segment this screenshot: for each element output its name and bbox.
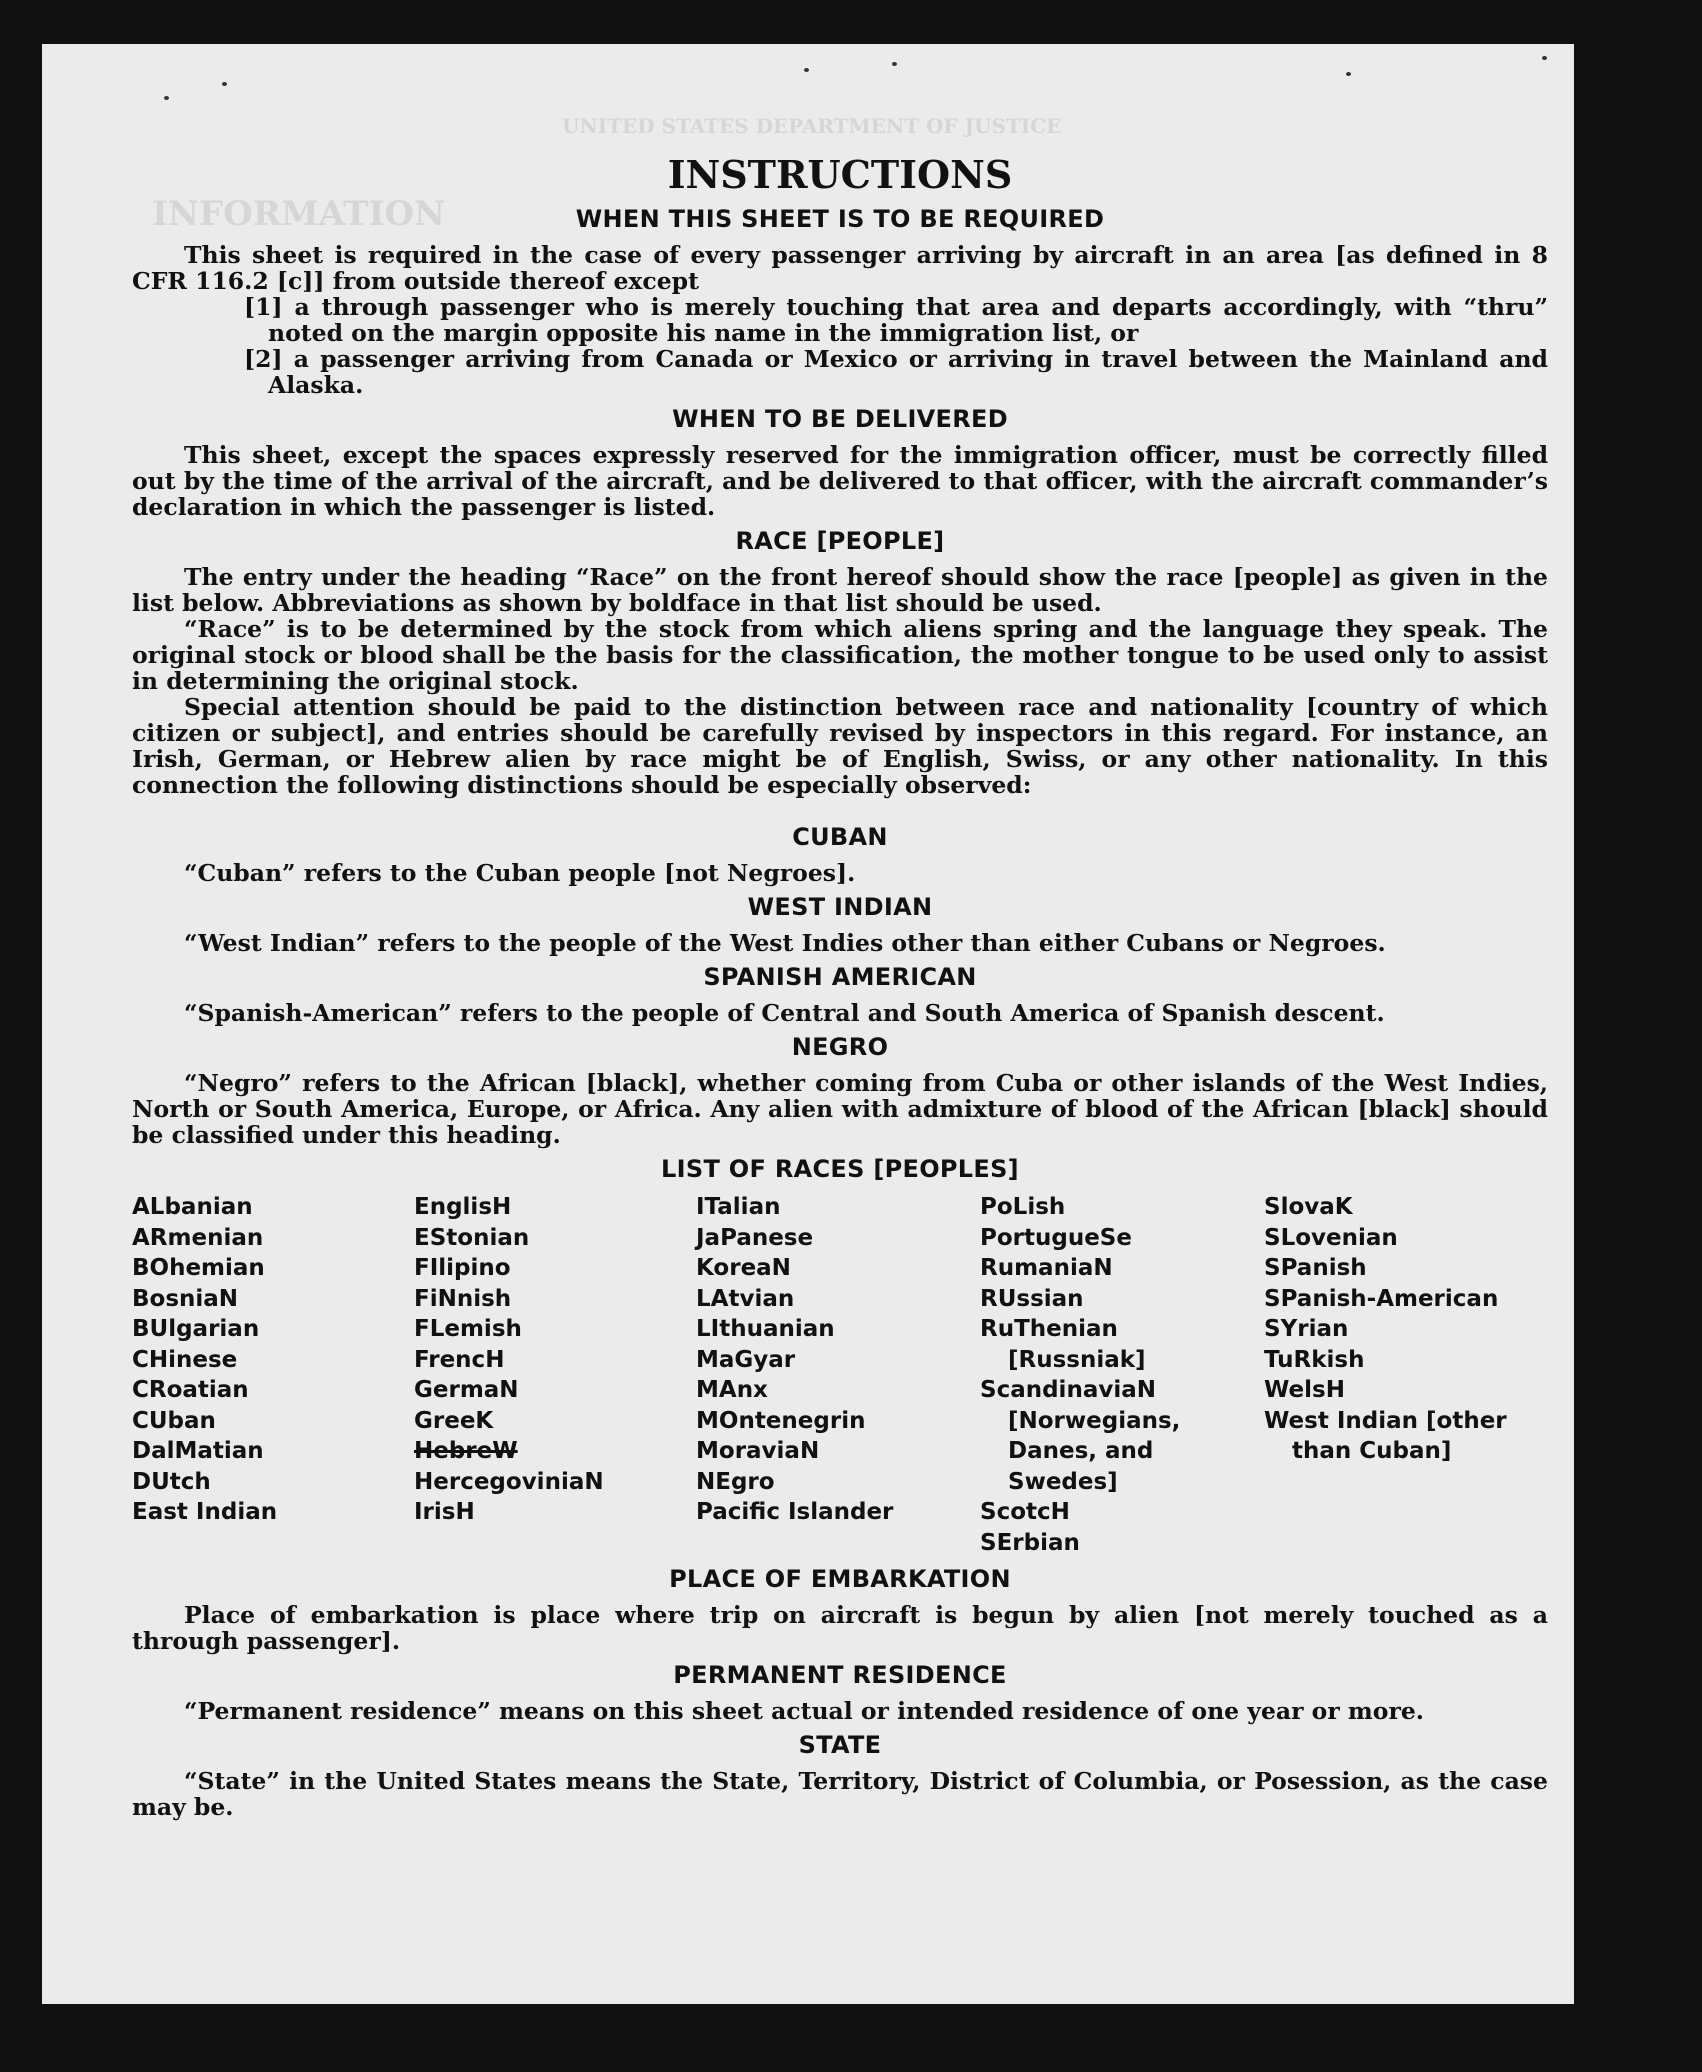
residence-text: “Permanent residence” means on this sheet actual or intended residence of one year or more. <box>184 1697 1424 1725</box>
heading-state: STATE <box>798 1731 882 1759</box>
race-entry: SPanish <box>1264 1255 1367 1281</box>
races-column-1 <box>132 1192 414 1558</box>
races-column-2 <box>414 1192 696 1558</box>
speck <box>222 82 227 86</box>
race-entry: NEgro <box>696 1468 775 1495</box>
exception-item-2: [2] a passenger arriving from Canada or Mexico or arriving in travel between the Mainland and Alaska. <box>244 345 1548 399</box>
instructions-content <box>132 152 1548 1820</box>
race-entry: MOntenegrin <box>696 1407 866 1434</box>
west-indian-text: “West Indian” refers to the people of the West Indies other than either Cubans or Negroes. <box>184 929 1386 957</box>
race-entry: SYrian <box>1264 1316 1349 1342</box>
race-entry: East Indian <box>132 1499 278 1525</box>
race-entry: ALbanian <box>132 1194 253 1220</box>
race-entry: HercegoviniaN <box>414 1468 604 1495</box>
race-entry: RuThenian [Russniak] <box>980 1316 1146 1373</box>
race-paragraph-3: Special attention should be paid to the distinction between race and nationality [country of which citizen or subject], and entries should be carefully revised by inspectors in this regard. For instance, an Irish, German, or Hebrew alien by race might be of English, Swiss, or any other nationality. In this connection the following distinctions should be especially observed: <box>132 693 1548 799</box>
race-entry: LAtvian <box>696 1285 795 1312</box>
spacer <box>132 798 1548 816</box>
heading-spanish-american: SPANISH AMERICAN <box>703 963 977 991</box>
race-entry: FIlipino <box>414 1255 511 1281</box>
delivered-text: This sheet, except the spaces expressly reserved for the immigration officer, must be correctly filled out by the time of the arrival of the aircraft, and be delivered to that officer, with the aircraft commander’s declaration in which the passenger is listed. <box>132 441 1548 521</box>
required-text: This sheet is required in the case of every passenger arriving by aircraft in an area [as defined in 8 CFR 116.2 [c]] from outside thereof except <box>132 241 1548 295</box>
race-entry: MoraviaN <box>696 1438 820 1464</box>
race-entry: FiNnish <box>414 1285 512 1312</box>
races-column-5 <box>1264 1192 1544 1558</box>
bleed-through-title: INFORMATION <box>152 194 446 234</box>
heading-negro: NEGRO <box>791 1033 889 1061</box>
document-sheet <box>42 44 1574 2004</box>
race-entry: PortugueSe <box>980 1224 1132 1251</box>
race-entry: SErbian <box>980 1529 1080 1556</box>
race-entry: TuRkish <box>1264 1346 1365 1373</box>
page-title: INSTRUCTIONS <box>667 152 1013 197</box>
race-entry: PoLish <box>980 1194 1066 1220</box>
negro-text: “Negro” refers to the African [black], whether coming from Cuba or other islands of the West Indies, North or South America, Europe, or Africa. Any alien with admixture of blood of the African [black] should be classified under this heading. <box>132 1069 1548 1149</box>
race-entry: JaPanese <box>696 1224 814 1251</box>
race-entry: CUban <box>132 1407 216 1434</box>
race-entry: RUssian <box>980 1285 1084 1312</box>
speck <box>892 62 897 66</box>
race-entry: West Indian [other than Cuban] <box>1264 1407 1507 1464</box>
race-entry: EnglisH <box>414 1194 512 1220</box>
race-entry: GreeK <box>414 1407 494 1434</box>
speck <box>1346 72 1351 76</box>
race-entry: BUlgarian <box>132 1316 260 1342</box>
race-entry: Pacific Islander <box>696 1499 894 1525</box>
race-entry: MAnx <box>696 1377 768 1403</box>
speck <box>804 68 809 72</box>
heading-list-of-races: LIST OF RACES [PEOPLES] <box>661 1155 1019 1183</box>
race-entry: CRoatian <box>132 1377 249 1403</box>
races-column-4 <box>980 1192 1264 1558</box>
race-entry: DalMatian <box>132 1438 264 1464</box>
race-entry: ScandinaviaN [Norwegians, Danes, and Swedes] <box>980 1377 1181 1495</box>
speck <box>164 96 169 100</box>
race-entry: LIthuanian <box>696 1316 835 1342</box>
heading-race: RACE [PEOPLE] <box>735 527 945 555</box>
race-entry: GermaN <box>414 1377 519 1403</box>
embarkation-text: Place of embarkation is place where trip on aircraft is begun by alien [not merely touched as a through passenger]. <box>132 1601 1548 1655</box>
race-entry-struck-out: HebreW <box>414 1438 518 1464</box>
race-entry: ScotcH <box>980 1499 1070 1525</box>
race-entry: IrisH <box>414 1499 475 1525</box>
races-column-3 <box>696 1192 980 1558</box>
heading-place-of-embarkation: PLACE OF EMBARKATION <box>669 1565 1011 1593</box>
heading-when-required: WHEN THIS SHEET IS TO BE REQUIRED <box>575 205 1105 233</box>
race-entry: FrencH <box>414 1346 505 1373</box>
race-paragraph-2: “Race” is to be determined by the stock from which aliens spring and the language they speak. The original stock or blood shall be the basis for the classification, the mother tongue to be used only to assist in determining the original stock. <box>132 615 1548 695</box>
race-entry: EStonian <box>414 1224 530 1251</box>
speck <box>1542 56 1547 60</box>
race-entry: BOhemian <box>132 1255 265 1281</box>
races-table <box>132 1192 1548 1558</box>
race-entry: ITalian <box>696 1194 781 1220</box>
heading-west-indian: WEST INDIAN <box>747 893 933 921</box>
spanish-american-text: “Spanish-American” refers to the people of Central and South America of Spanish descent. <box>184 999 1385 1027</box>
race-entry: SPanish-American <box>1264 1285 1499 1312</box>
race-entry: BosniaN <box>132 1285 239 1312</box>
exception-list <box>132 294 1548 398</box>
race-entry: MaGyar <box>696 1346 796 1373</box>
race-entry: SLovenian <box>1264 1224 1398 1251</box>
exception-item-1: [1] a through passenger who is merely touching that area and departs accordingly, with “thru” noted on the margin opposite his name in the immigration list, or <box>244 293 1548 347</box>
heading-when-delivered: WHEN TO BE DELIVERED <box>672 405 1008 433</box>
race-entry: DUtch <box>132 1468 211 1495</box>
race-entry: CHinese <box>132 1346 238 1373</box>
race-entry: RumaniaN <box>980 1255 1113 1281</box>
race-entry: WelsH <box>1264 1377 1345 1403</box>
race-entry: FLemish <box>414 1316 522 1342</box>
bleed-through-header: UNITED STATES DEPARTMENT OF JUSTICE <box>562 114 1062 138</box>
heading-permanent-residence: PERMANENT RESIDENCE <box>673 1661 1007 1689</box>
race-entry: ARmenian <box>132 1224 264 1251</box>
race-entry: KoreaN <box>696 1255 791 1281</box>
heading-cuban: CUBAN <box>792 823 888 851</box>
cuban-text: “Cuban” refers to the Cuban people [not Negroes]. <box>184 859 856 887</box>
race-entry: SlovaK <box>1264 1194 1353 1220</box>
state-text: “State” in the United States means the State, Territory, District of Columbia, or Posession, as the case may be. <box>132 1767 1548 1821</box>
race-paragraph-1: The entry under the heading “Race” on the front hereof should show the race [people] as given in the list below. Abbreviations as shown by boldface in that list should be used. <box>132 563 1548 617</box>
